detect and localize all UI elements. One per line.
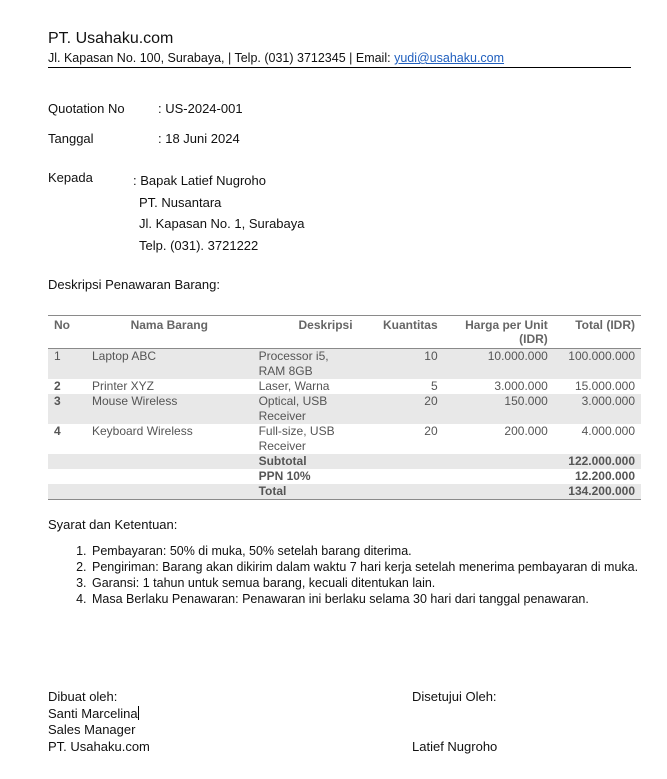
approved-spacer — [412, 722, 497, 739]
terms-item: 1. Pembayaran: 50% di muka, 50% setelah barang diterima. — [90, 543, 665, 559]
company-address — [48, 51, 504, 65]
subtotal-label: Subtotal — [253, 454, 359, 469]
grand-total-value: 134.200.000 — [554, 484, 641, 500]
cell-desc: Optical, USB Receiver — [253, 394, 359, 424]
date-label: Tanggal — [48, 131, 94, 146]
terms-title: Syarat dan Ketentuan: — [48, 517, 178, 532]
cell-desc: Processor i5, RAM 8GB — [253, 349, 359, 380]
cell-price: 150.000 — [444, 394, 554, 424]
table-header-row — [48, 316, 641, 349]
subtotal-value: 122.000.000 — [554, 454, 641, 469]
col-header-qty: Kuantitas — [359, 316, 444, 349]
prepared-by-label: Dibuat oleh: — [48, 689, 118, 704]
col-header-total: Total (IDR) — [554, 316, 641, 349]
prepared-by-name: Santi Marcelina — [48, 705, 138, 721]
cell-name: Laptop ABC — [86, 349, 253, 380]
prepared-by-company: PT. Usahaku.com — [48, 738, 150, 754]
company-name: PT. Usahaku.com — [48, 30, 174, 47]
signature-approved-by — [412, 689, 497, 755]
approved-spacer — [412, 706, 497, 723]
cell-price: 200.000 — [504, 424, 548, 438]
recipient-address: Jl. Kapasan No. 1, Surabaya — [139, 216, 305, 231]
tax-row — [48, 469, 641, 484]
table-row — [48, 394, 641, 424]
tax-value: 12.200.000 — [574, 469, 635, 483]
cell-no: 1 — [48, 349, 86, 380]
terms-item: 3. Garansi: 1 tahun untuk semua barang, kecuali ditentukan lain. — [90, 575, 665, 591]
cell-total: 3.000.000 — [554, 394, 641, 424]
prepared-by-title: Sales Manager — [48, 722, 136, 737]
quotation-number-row — [48, 101, 243, 116]
recipient-company: PT. Nusantara — [139, 194, 222, 210]
items-table — [48, 315, 641, 500]
cell-qty: 20 — [424, 424, 438, 438]
cell-price: 3.000.000 — [494, 379, 548, 393]
cell-no: 3 — [48, 394, 86, 424]
cell-name: Mouse Wireless — [86, 394, 253, 424]
cell-total: 100.000.000 — [554, 349, 641, 380]
grand-total-label: Total — [253, 484, 359, 500]
col-header-price: Harga per Unit (IDR) — [444, 316, 554, 349]
col-header-desc: Deskripsi — [253, 316, 359, 349]
items-section-title: Deskripsi Penawaran Barang: — [48, 277, 220, 292]
approved-by-label: Disetujui Oleh: — [412, 689, 497, 704]
cell-price: 10.000.000 — [444, 349, 554, 380]
cell-name: Keyboard Wireless — [91, 424, 193, 438]
cell-total: 15.000.000 — [574, 379, 635, 393]
table-row — [48, 424, 641, 454]
approved-by-name: Latief Nugroho — [412, 738, 498, 754]
email-link[interactable]: yudi@usahaku.com — [394, 51, 505, 65]
cell-total: 4.000.000 — [581, 424, 635, 438]
terms-list — [48, 543, 665, 607]
recipient-label: Kepada — [48, 170, 93, 185]
address-text: Jl. Kapasan No. 100, Surabaya, | Telp. (031) 3712345 | Email: — [48, 51, 395, 65]
cell-no: 2 — [54, 379, 61, 393]
date-row — [48, 131, 240, 146]
text-cursor — [138, 706, 139, 720]
header-divider — [48, 67, 631, 68]
table-row — [48, 379, 641, 394]
col-header-no: No — [48, 316, 86, 349]
terms-item: 2. Pengiriman: Barang akan dikirim dalam waktu 7 hari kerja setelah menerima pembayaran di muka. — [90, 559, 665, 575]
cell-desc: Full-size, USB Receiver — [258, 424, 335, 453]
cell-no: 4 — [54, 424, 61, 438]
tax-label: PPN 10% — [258, 469, 311, 483]
date-value: : 18 Juni 2024 — [158, 131, 240, 146]
quotation-label: Quotation No — [48, 101, 125, 116]
table-row — [48, 349, 641, 380]
prepared-by-name-line[interactable] — [48, 706, 150, 723]
recipient-name: : Bapak Latief Nugroho — [133, 173, 266, 188]
subtotal-row — [48, 454, 641, 469]
col-header-name: Nama Barang — [86, 316, 253, 349]
terms-item: 4. Masa Berlaku Penawaran: Penawaran ini berlaku selama 30 hari dari tanggal penawaran. — [90, 591, 665, 607]
cell-qty: 20 — [359, 394, 444, 424]
grand-total-row — [48, 484, 641, 500]
recipient-block — [133, 170, 305, 256]
cell-name: Printer XYZ — [91, 379, 154, 393]
signature-prepared-by — [48, 689, 150, 755]
cell-qty: 10 — [359, 349, 444, 380]
cell-qty: 5 — [430, 379, 438, 393]
recipient-phone: Telp. (031). 3721222 — [139, 237, 259, 253]
cell-desc: Laser, Warna — [258, 379, 330, 393]
quotation-value: : US-2024-001 — [158, 101, 243, 116]
